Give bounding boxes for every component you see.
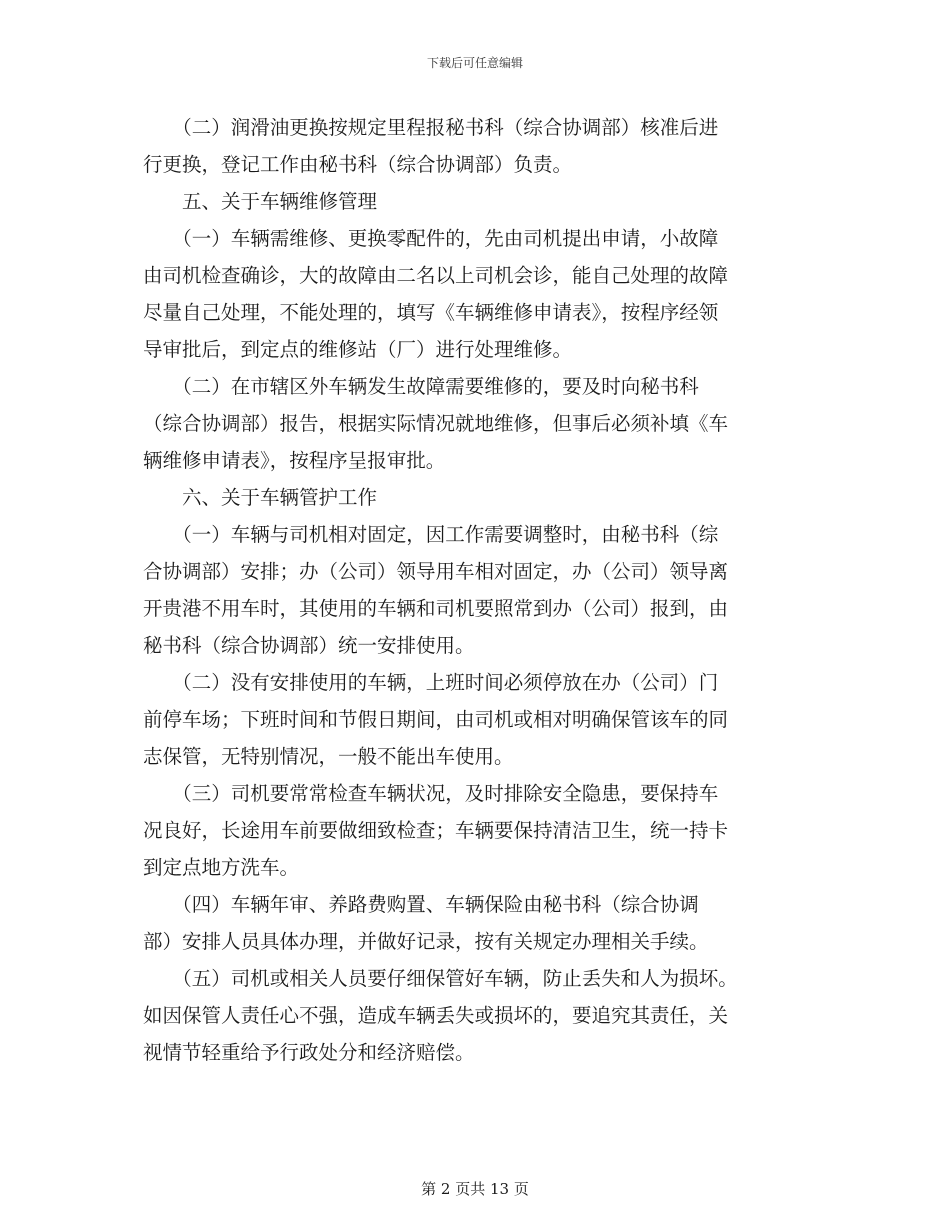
text-line: （二）没有安排使用的车辆，上班时间必须停放在办（公司）门 bbox=[143, 671, 719, 694]
text-line: 六、关于车辆管护工作 bbox=[143, 486, 378, 509]
text-line: 尽量自己处理，不能处理的，填写《车辆维修申请表》，按程序经领 bbox=[143, 301, 719, 324]
paragraph-safekeeping bbox=[143, 960, 813, 1071]
text-line: 导审批后，到定点的维修站（厂）进行处理维修。 bbox=[143, 338, 573, 361]
text-line: （三）司机要常常检查车辆状况，及时排除安全隐患，要保持车 bbox=[143, 782, 719, 805]
text-line: 合协调部）安排；办（公司）领导用车相对固定，办（公司）领导离 bbox=[143, 560, 729, 583]
page-number: 第 2 页共 13 页 bbox=[421, 1180, 529, 1198]
document-body bbox=[143, 109, 813, 1071]
text-line: （一）车辆与司机相对固定，因工作需要调整时，由秘书科（综 bbox=[143, 523, 719, 546]
paragraph-annual-review bbox=[143, 886, 813, 960]
section-heading-maintenance bbox=[143, 479, 813, 516]
text-line: 五、关于车辆维修管理 bbox=[143, 190, 378, 213]
text-line: （综合协调部）报告，根据实际情况就地维修，但事后必须补填《车 bbox=[143, 412, 729, 435]
text-line: 开贵港不用车时，其使用的车辆和司机要照常到办（公司）报到，由 bbox=[143, 597, 729, 620]
text-line: 到定点地方洗车。 bbox=[143, 856, 300, 879]
text-line: 前停车场；下班时间和节假日期间，由司机或相对明确保管该车的同 bbox=[143, 708, 729, 731]
text-line: （二）在市辖区外车辆发生故障需要维修的，要及时向秘书科 bbox=[143, 375, 699, 398]
text-line: 由司机检查确诊，大的故障由二名以上司机会诊，能自己处理的故障 bbox=[143, 264, 729, 287]
paragraph-vehicle-assignment bbox=[143, 516, 813, 664]
text-line: （一）车辆需维修、更换零配件的，先由司机提出申请，小故障 bbox=[143, 227, 719, 250]
paragraph-inspection bbox=[143, 775, 813, 886]
paragraph-repair-application bbox=[143, 220, 813, 368]
text-line: 志保管，无特别情况，一般不能出车使用。 bbox=[143, 745, 514, 768]
page-header: 下载后可任意编辑 bbox=[426, 56, 523, 70]
text-line: （五）司机或相关人员要仔细保管好车辆，防止丢失和人为损坏。 bbox=[143, 967, 738, 990]
text-line: 如因保管人责任心不强，造成车辆丢失或损坏的，要追究其责任，关 bbox=[143, 1004, 729, 1027]
text-line: 秘书科（综合协调部）统一安排使用。 bbox=[143, 634, 475, 657]
section-heading-repair bbox=[143, 183, 813, 220]
text-line: （二）润滑油更换按规定里程报秘书科（综合协调部）核准后进 bbox=[143, 116, 719, 139]
text-line: 部）安排人员具体办理，并做好记录，按有关规定办理相关手续。 bbox=[143, 930, 709, 953]
paragraph-lubricant-change bbox=[143, 109, 813, 183]
paragraph-out-of-area-repair bbox=[143, 368, 813, 479]
text-line: 行更换，登记工作由秘书科（综合协调部）负责。 bbox=[143, 153, 573, 176]
text-line: （四）车辆年审、养路费购置、车辆保险由秘书科（综合协调 bbox=[143, 893, 699, 916]
text-line: 况良好，长途用车前要做细致检查；车辆要保持清洁卫生，统一持卡 bbox=[143, 819, 729, 842]
text-line: 辆维修申请表》，按程序呈报审批。 bbox=[143, 449, 446, 472]
paragraph-parking bbox=[143, 664, 813, 775]
text-line: 视情节轻重给予行政处分和经济赔偿。 bbox=[143, 1041, 475, 1064]
